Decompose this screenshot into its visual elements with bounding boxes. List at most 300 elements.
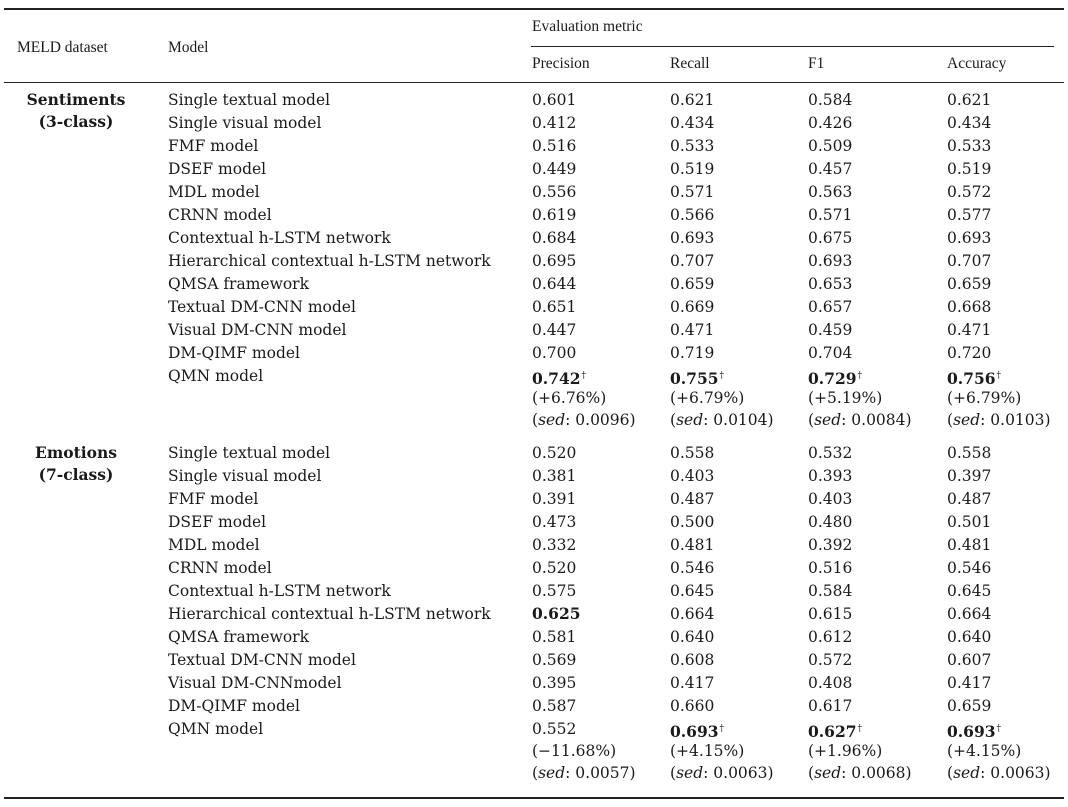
metric-value bbox=[670, 535, 714, 555]
metric-value bbox=[670, 696, 714, 716]
model-name: Single textual model bbox=[168, 444, 331, 462]
model-name: DSEF model bbox=[168, 513, 267, 531]
metric-value bbox=[670, 274, 714, 294]
metric-number: 0.627 bbox=[808, 722, 857, 742]
sed-close-paren: ) bbox=[1044, 411, 1051, 429]
sed-value bbox=[947, 763, 1051, 783]
model-name: Hierarchical contextual h-LSTM network bbox=[168, 605, 491, 623]
metric-value bbox=[532, 535, 576, 555]
metric-value bbox=[670, 650, 714, 670]
metric-number: 0.566 bbox=[670, 206, 715, 224]
metric-value bbox=[808, 136, 852, 156]
metric-number: 0.533 bbox=[670, 137, 715, 155]
metric-value bbox=[670, 251, 714, 271]
metric-value bbox=[670, 90, 714, 110]
metric-value bbox=[670, 673, 714, 693]
metric-number: 0.408 bbox=[808, 674, 853, 692]
metric-value bbox=[947, 466, 991, 486]
metric-number: 0.516 bbox=[532, 137, 577, 155]
metric-number: 0.660 bbox=[670, 697, 715, 715]
metric-number: 0.608 bbox=[670, 651, 715, 669]
metric-value bbox=[947, 343, 991, 363]
metric-number: 0.391 bbox=[532, 490, 577, 508]
metric-value bbox=[532, 366, 586, 389]
sed-label: sed bbox=[676, 411, 704, 429]
sed-value bbox=[670, 763, 774, 783]
metric-number: 0.645 bbox=[947, 582, 992, 600]
sed-colon: : bbox=[703, 411, 714, 429]
metric-number: 0.412 bbox=[532, 114, 577, 132]
sed-label: sed bbox=[953, 411, 981, 429]
metric-value bbox=[532, 136, 576, 156]
header-accuracy: Accuracy bbox=[947, 55, 1007, 72]
model-name: Textual DM-CNN model bbox=[168, 298, 356, 316]
sed-colon: : bbox=[980, 764, 991, 782]
metric-value bbox=[947, 512, 991, 532]
metric-number: 0.625 bbox=[532, 604, 581, 623]
bottom-rule bbox=[4, 797, 1064, 799]
improvement-percent: (+1.96%) bbox=[808, 742, 883, 760]
improvement-percent: (+4.15%) bbox=[670, 742, 745, 760]
significance-dagger: † bbox=[996, 724, 1002, 734]
model-name: CRNN model bbox=[168, 206, 272, 224]
sed-close-paren: ) bbox=[767, 411, 774, 429]
group-label: Sentiments bbox=[26, 90, 126, 109]
sed-open-paren: ( bbox=[947, 764, 954, 782]
metric-number: 0.664 bbox=[670, 605, 715, 623]
metric-value bbox=[532, 343, 576, 363]
metric-value bbox=[808, 205, 852, 225]
metric-value bbox=[947, 274, 991, 294]
metric-value bbox=[532, 673, 576, 693]
metric-value bbox=[808, 274, 852, 294]
metric-number: 0.621 bbox=[947, 91, 992, 109]
metric-value bbox=[532, 205, 576, 225]
sed-number: 0.0103 bbox=[990, 411, 1045, 429]
metric-number: 0.457 bbox=[808, 160, 853, 178]
sed-label: sed bbox=[814, 411, 842, 429]
sed-open-paren: ( bbox=[808, 411, 815, 429]
metric-value bbox=[532, 604, 581, 624]
metric-number: 0.417 bbox=[947, 674, 992, 692]
metric-number: 0.403 bbox=[808, 490, 853, 508]
sed-colon: : bbox=[565, 764, 576, 782]
metric-number: 0.621 bbox=[670, 91, 715, 109]
metric-number: 0.615 bbox=[808, 605, 853, 623]
group-sublabel: (7-class) bbox=[38, 465, 114, 484]
sed-open-paren: ( bbox=[670, 411, 677, 429]
sed-number: 0.0096 bbox=[575, 411, 630, 429]
metric-value bbox=[670, 581, 714, 601]
metric-number: 0.575 bbox=[532, 582, 577, 600]
metric-value bbox=[808, 182, 852, 202]
metric-value bbox=[947, 159, 991, 179]
metric-number: 0.481 bbox=[670, 536, 715, 554]
metric-value bbox=[670, 489, 714, 509]
improvement-percent: (+6.76%) bbox=[532, 389, 607, 407]
metric-value bbox=[670, 366, 724, 389]
metric-number: 0.519 bbox=[670, 160, 715, 178]
metric-value bbox=[808, 604, 852, 624]
metric-number: 0.653 bbox=[808, 275, 853, 293]
sed-number: 0.0063 bbox=[990, 764, 1045, 782]
metric-value bbox=[670, 320, 714, 340]
significance-dagger: † bbox=[857, 724, 863, 734]
sed-close-paren: ) bbox=[767, 764, 774, 782]
metric-value bbox=[532, 466, 576, 486]
metric-number: 0.693 bbox=[670, 229, 715, 247]
metric-number: 0.640 bbox=[670, 628, 715, 646]
metric-number: 0.571 bbox=[670, 183, 715, 201]
metric-value bbox=[670, 443, 714, 463]
metric-number: 0.619 bbox=[532, 206, 577, 224]
metric-value bbox=[670, 343, 714, 363]
metric-value bbox=[808, 113, 852, 133]
model-name: QMSA framework bbox=[168, 275, 309, 293]
sed-colon: : bbox=[980, 411, 991, 429]
metric-number: 0.392 bbox=[808, 536, 853, 554]
metric-number: 0.471 bbox=[947, 321, 992, 339]
model-name: DSEF model bbox=[168, 160, 267, 178]
metric-value bbox=[532, 489, 576, 509]
metric-value bbox=[808, 320, 852, 340]
metric-number: 0.669 bbox=[670, 298, 715, 316]
metric-number: 0.617 bbox=[808, 697, 853, 715]
metric-value bbox=[808, 90, 852, 110]
metric-value bbox=[947, 113, 991, 133]
sed-open-paren: ( bbox=[532, 764, 539, 782]
metric-value bbox=[947, 251, 991, 271]
metric-number: 0.755 bbox=[670, 369, 719, 389]
metric-number: 0.417 bbox=[670, 674, 715, 692]
sed-colon: : bbox=[841, 411, 852, 429]
sed-label: sed bbox=[538, 764, 566, 782]
metric-number: 0.434 bbox=[947, 114, 992, 132]
metric-value bbox=[947, 443, 991, 463]
model-name: Visual DM-CNN model bbox=[168, 321, 347, 339]
metric-number: 0.693 bbox=[947, 722, 996, 742]
metric-number: 0.473 bbox=[532, 513, 577, 531]
model-name: Contextual h-LSTM network bbox=[168, 582, 391, 600]
header-precision: Precision bbox=[532, 55, 590, 72]
metric-number: 0.393 bbox=[808, 467, 853, 485]
header-dataset: MELD dataset bbox=[17, 39, 108, 56]
metric-value bbox=[670, 627, 714, 647]
significance-dagger: † bbox=[857, 371, 863, 381]
metric-number: 0.520 bbox=[532, 559, 577, 577]
header-rule bbox=[4, 82, 1064, 83]
sed-close-paren: ) bbox=[905, 411, 912, 429]
metric-number: 0.558 bbox=[947, 444, 992, 462]
metric-number: 0.552 bbox=[532, 720, 577, 738]
metric-value bbox=[532, 274, 576, 294]
model-name: MDL model bbox=[168, 183, 260, 201]
metric-value bbox=[808, 466, 852, 486]
metric-number: 0.500 bbox=[670, 513, 715, 531]
sed-value bbox=[670, 410, 774, 430]
improvement-percent: (+5.19%) bbox=[808, 389, 883, 407]
sed-open-paren: ( bbox=[670, 764, 677, 782]
metric-number: 0.581 bbox=[532, 628, 577, 646]
metric-value bbox=[808, 535, 852, 555]
metric-value bbox=[532, 719, 576, 739]
group-sublabel: (3-class) bbox=[38, 112, 114, 131]
metric-value bbox=[532, 182, 576, 202]
metric-number: 0.563 bbox=[808, 183, 853, 201]
metric-number: 0.704 bbox=[808, 344, 853, 362]
metric-number: 0.675 bbox=[808, 229, 853, 247]
metric-value bbox=[808, 558, 852, 578]
metric-value bbox=[947, 719, 1001, 742]
metric-value bbox=[808, 343, 852, 363]
metric-number: 0.520 bbox=[532, 444, 577, 462]
metric-value bbox=[670, 182, 714, 202]
metric-number: 0.607 bbox=[947, 651, 992, 669]
metric-value bbox=[947, 182, 991, 202]
model-name: Textual DM-CNN model bbox=[168, 651, 356, 669]
significance-dagger: † bbox=[719, 371, 725, 381]
model-name: CRNN model bbox=[168, 559, 272, 577]
metric-number: 0.403 bbox=[670, 467, 715, 485]
sed-open-paren: ( bbox=[532, 411, 539, 429]
metric-number: 0.395 bbox=[532, 674, 577, 692]
model-name: DM-QIMF model bbox=[168, 344, 300, 362]
metric-value bbox=[947, 228, 991, 248]
metric-subrule bbox=[531, 46, 1054, 47]
metric-number: 0.651 bbox=[532, 298, 577, 316]
metric-value bbox=[808, 581, 852, 601]
sed-colon: : bbox=[841, 764, 852, 782]
improvement-percent: (+6.79%) bbox=[947, 389, 1022, 407]
metric-value bbox=[532, 159, 576, 179]
metric-number: 0.659 bbox=[947, 697, 992, 715]
sed-close-paren: ) bbox=[905, 764, 912, 782]
sed-value bbox=[532, 410, 636, 430]
metric-value bbox=[670, 159, 714, 179]
metric-number: 0.719 bbox=[670, 344, 715, 362]
metric-number: 0.481 bbox=[947, 536, 992, 554]
metric-number: 0.664 bbox=[947, 605, 992, 623]
metric-value bbox=[947, 650, 991, 670]
metric-number: 0.693 bbox=[808, 252, 853, 270]
metric-value bbox=[532, 228, 576, 248]
metric-value bbox=[808, 489, 852, 509]
metric-value bbox=[532, 558, 576, 578]
metric-value bbox=[808, 696, 852, 716]
metric-value bbox=[947, 558, 991, 578]
sed-value bbox=[532, 763, 636, 783]
metric-value bbox=[670, 604, 714, 624]
metric-value bbox=[670, 136, 714, 156]
improvement-percent: (+6.79%) bbox=[670, 389, 745, 407]
metric-value bbox=[670, 205, 714, 225]
metric-value bbox=[670, 228, 714, 248]
metric-number: 0.729 bbox=[808, 369, 857, 389]
metric-value bbox=[808, 251, 852, 271]
significance-dagger: † bbox=[581, 371, 587, 381]
metric-number: 0.487 bbox=[670, 490, 715, 508]
metric-value bbox=[670, 297, 714, 317]
sed-close-paren: ) bbox=[629, 411, 636, 429]
metric-value bbox=[532, 90, 576, 110]
metric-value bbox=[947, 604, 991, 624]
metric-number: 0.447 bbox=[532, 321, 577, 339]
metric-number: 0.332 bbox=[532, 536, 577, 554]
metric-number: 0.501 bbox=[947, 513, 992, 531]
metric-number: 0.397 bbox=[947, 467, 992, 485]
model-name: QMSA framework bbox=[168, 628, 309, 646]
metric-value bbox=[532, 113, 576, 133]
metric-value bbox=[808, 650, 852, 670]
sed-open-paren: ( bbox=[808, 764, 815, 782]
metric-value bbox=[808, 297, 852, 317]
metric-number: 0.684 bbox=[532, 229, 577, 247]
metric-value bbox=[532, 512, 576, 532]
metric-number: 0.569 bbox=[532, 651, 577, 669]
model-name: Hierarchical contextual h-LSTM network bbox=[168, 252, 491, 270]
metric-value bbox=[670, 466, 714, 486]
sed-label: sed bbox=[953, 764, 981, 782]
sed-label: sed bbox=[538, 411, 566, 429]
metric-value bbox=[808, 443, 852, 463]
group-label: Emotions bbox=[35, 443, 117, 462]
sed-number: 0.0057 bbox=[575, 764, 630, 782]
metric-value bbox=[947, 627, 991, 647]
metric-number: 0.584 bbox=[808, 582, 853, 600]
model-name: FMF model bbox=[168, 137, 259, 155]
model-name: QMN model bbox=[168, 367, 264, 385]
model-name: DM-QIMF model bbox=[168, 697, 300, 715]
metric-value bbox=[947, 136, 991, 156]
header-model: Model bbox=[168, 39, 209, 56]
metric-number: 0.546 bbox=[670, 559, 715, 577]
metric-value bbox=[947, 696, 991, 716]
sed-value bbox=[947, 410, 1051, 430]
metric-number: 0.659 bbox=[670, 275, 715, 293]
metric-value bbox=[532, 627, 576, 647]
metric-number: 0.756 bbox=[947, 369, 996, 389]
metric-number: 0.644 bbox=[532, 275, 577, 293]
metric-number: 0.700 bbox=[532, 344, 577, 362]
top-rule bbox=[4, 8, 1064, 10]
metric-value bbox=[808, 673, 852, 693]
sed-open-paren: ( bbox=[947, 411, 954, 429]
sed-label: sed bbox=[676, 764, 704, 782]
metric-number: 0.707 bbox=[947, 252, 992, 270]
metric-number: 0.657 bbox=[808, 298, 853, 316]
model-name: QMN model bbox=[168, 720, 264, 738]
metric-number: 0.572 bbox=[947, 183, 992, 201]
metric-number: 0.426 bbox=[808, 114, 853, 132]
metric-number: 0.742 bbox=[532, 369, 581, 389]
metric-number: 0.668 bbox=[947, 298, 992, 316]
sed-value bbox=[808, 410, 912, 430]
metric-number: 0.587 bbox=[532, 697, 577, 715]
metric-number: 0.480 bbox=[808, 513, 853, 531]
header-recall: Recall bbox=[670, 55, 710, 72]
metric-number: 0.532 bbox=[808, 444, 853, 462]
metric-value bbox=[532, 251, 576, 271]
metric-value bbox=[808, 159, 852, 179]
metric-number: 0.516 bbox=[808, 559, 853, 577]
metric-value bbox=[670, 512, 714, 532]
metric-number: 0.509 bbox=[808, 137, 853, 155]
sed-colon: : bbox=[703, 764, 714, 782]
metric-value bbox=[532, 696, 576, 716]
metric-value bbox=[670, 719, 724, 742]
improvement-percent: (+4.15%) bbox=[947, 742, 1022, 760]
metric-value bbox=[947, 205, 991, 225]
metric-number: 0.659 bbox=[947, 275, 992, 293]
metric-number: 0.707 bbox=[670, 252, 715, 270]
sed-label: sed bbox=[814, 764, 842, 782]
model-name: Single visual model bbox=[168, 114, 322, 132]
model-name: Visual DM-CNNmodel bbox=[168, 674, 342, 692]
metric-value bbox=[532, 297, 576, 317]
metric-number: 0.459 bbox=[808, 321, 853, 339]
metric-value bbox=[532, 320, 576, 340]
metric-value bbox=[808, 719, 862, 742]
metric-number: 0.601 bbox=[532, 91, 577, 109]
metric-value bbox=[532, 650, 576, 670]
header-f1: F1 bbox=[808, 55, 825, 72]
sed-value bbox=[808, 763, 912, 783]
sed-close-paren: ) bbox=[1044, 764, 1051, 782]
sed-number: 0.0084 bbox=[851, 411, 906, 429]
metric-number: 0.558 bbox=[670, 444, 715, 462]
metric-number: 0.645 bbox=[670, 582, 715, 600]
sed-close-paren: ) bbox=[629, 764, 636, 782]
metric-number: 0.572 bbox=[808, 651, 853, 669]
metric-value bbox=[808, 512, 852, 532]
metric-number: 0.556 bbox=[532, 183, 577, 201]
metric-value bbox=[947, 297, 991, 317]
metric-number: 0.693 bbox=[947, 229, 992, 247]
header-evaluation-metric: Evaluation metric bbox=[532, 18, 643, 35]
metric-value bbox=[532, 443, 576, 463]
significance-dagger: † bbox=[996, 371, 1002, 381]
metric-number: 0.577 bbox=[947, 206, 992, 224]
metric-number: 0.449 bbox=[532, 160, 577, 178]
metric-number: 0.693 bbox=[670, 722, 719, 742]
sed-number: 0.0068 bbox=[851, 764, 906, 782]
metric-value bbox=[947, 581, 991, 601]
metric-number: 0.612 bbox=[808, 628, 853, 646]
metric-value bbox=[532, 581, 576, 601]
metric-number: 0.381 bbox=[532, 467, 577, 485]
metric-number: 0.487 bbox=[947, 490, 992, 508]
metric-value bbox=[947, 673, 991, 693]
metric-value bbox=[947, 489, 991, 509]
metric-value bbox=[947, 535, 991, 555]
metric-value bbox=[808, 228, 852, 248]
model-name: Single textual model bbox=[168, 91, 331, 109]
metric-value bbox=[808, 627, 852, 647]
metric-number: 0.640 bbox=[947, 628, 992, 646]
metric-value bbox=[670, 113, 714, 133]
model-name: MDL model bbox=[168, 536, 260, 554]
sed-number: 0.0063 bbox=[713, 764, 768, 782]
metric-value bbox=[808, 366, 862, 389]
sed-colon: : bbox=[565, 411, 576, 429]
metric-value bbox=[947, 90, 991, 110]
model-name: FMF model bbox=[168, 490, 259, 508]
sed-number: 0.0104 bbox=[713, 411, 768, 429]
model-name: Single visual model bbox=[168, 467, 322, 485]
metric-number: 0.471 bbox=[670, 321, 715, 339]
metric-number: 0.695 bbox=[532, 252, 577, 270]
metric-number: 0.533 bbox=[947, 137, 992, 155]
